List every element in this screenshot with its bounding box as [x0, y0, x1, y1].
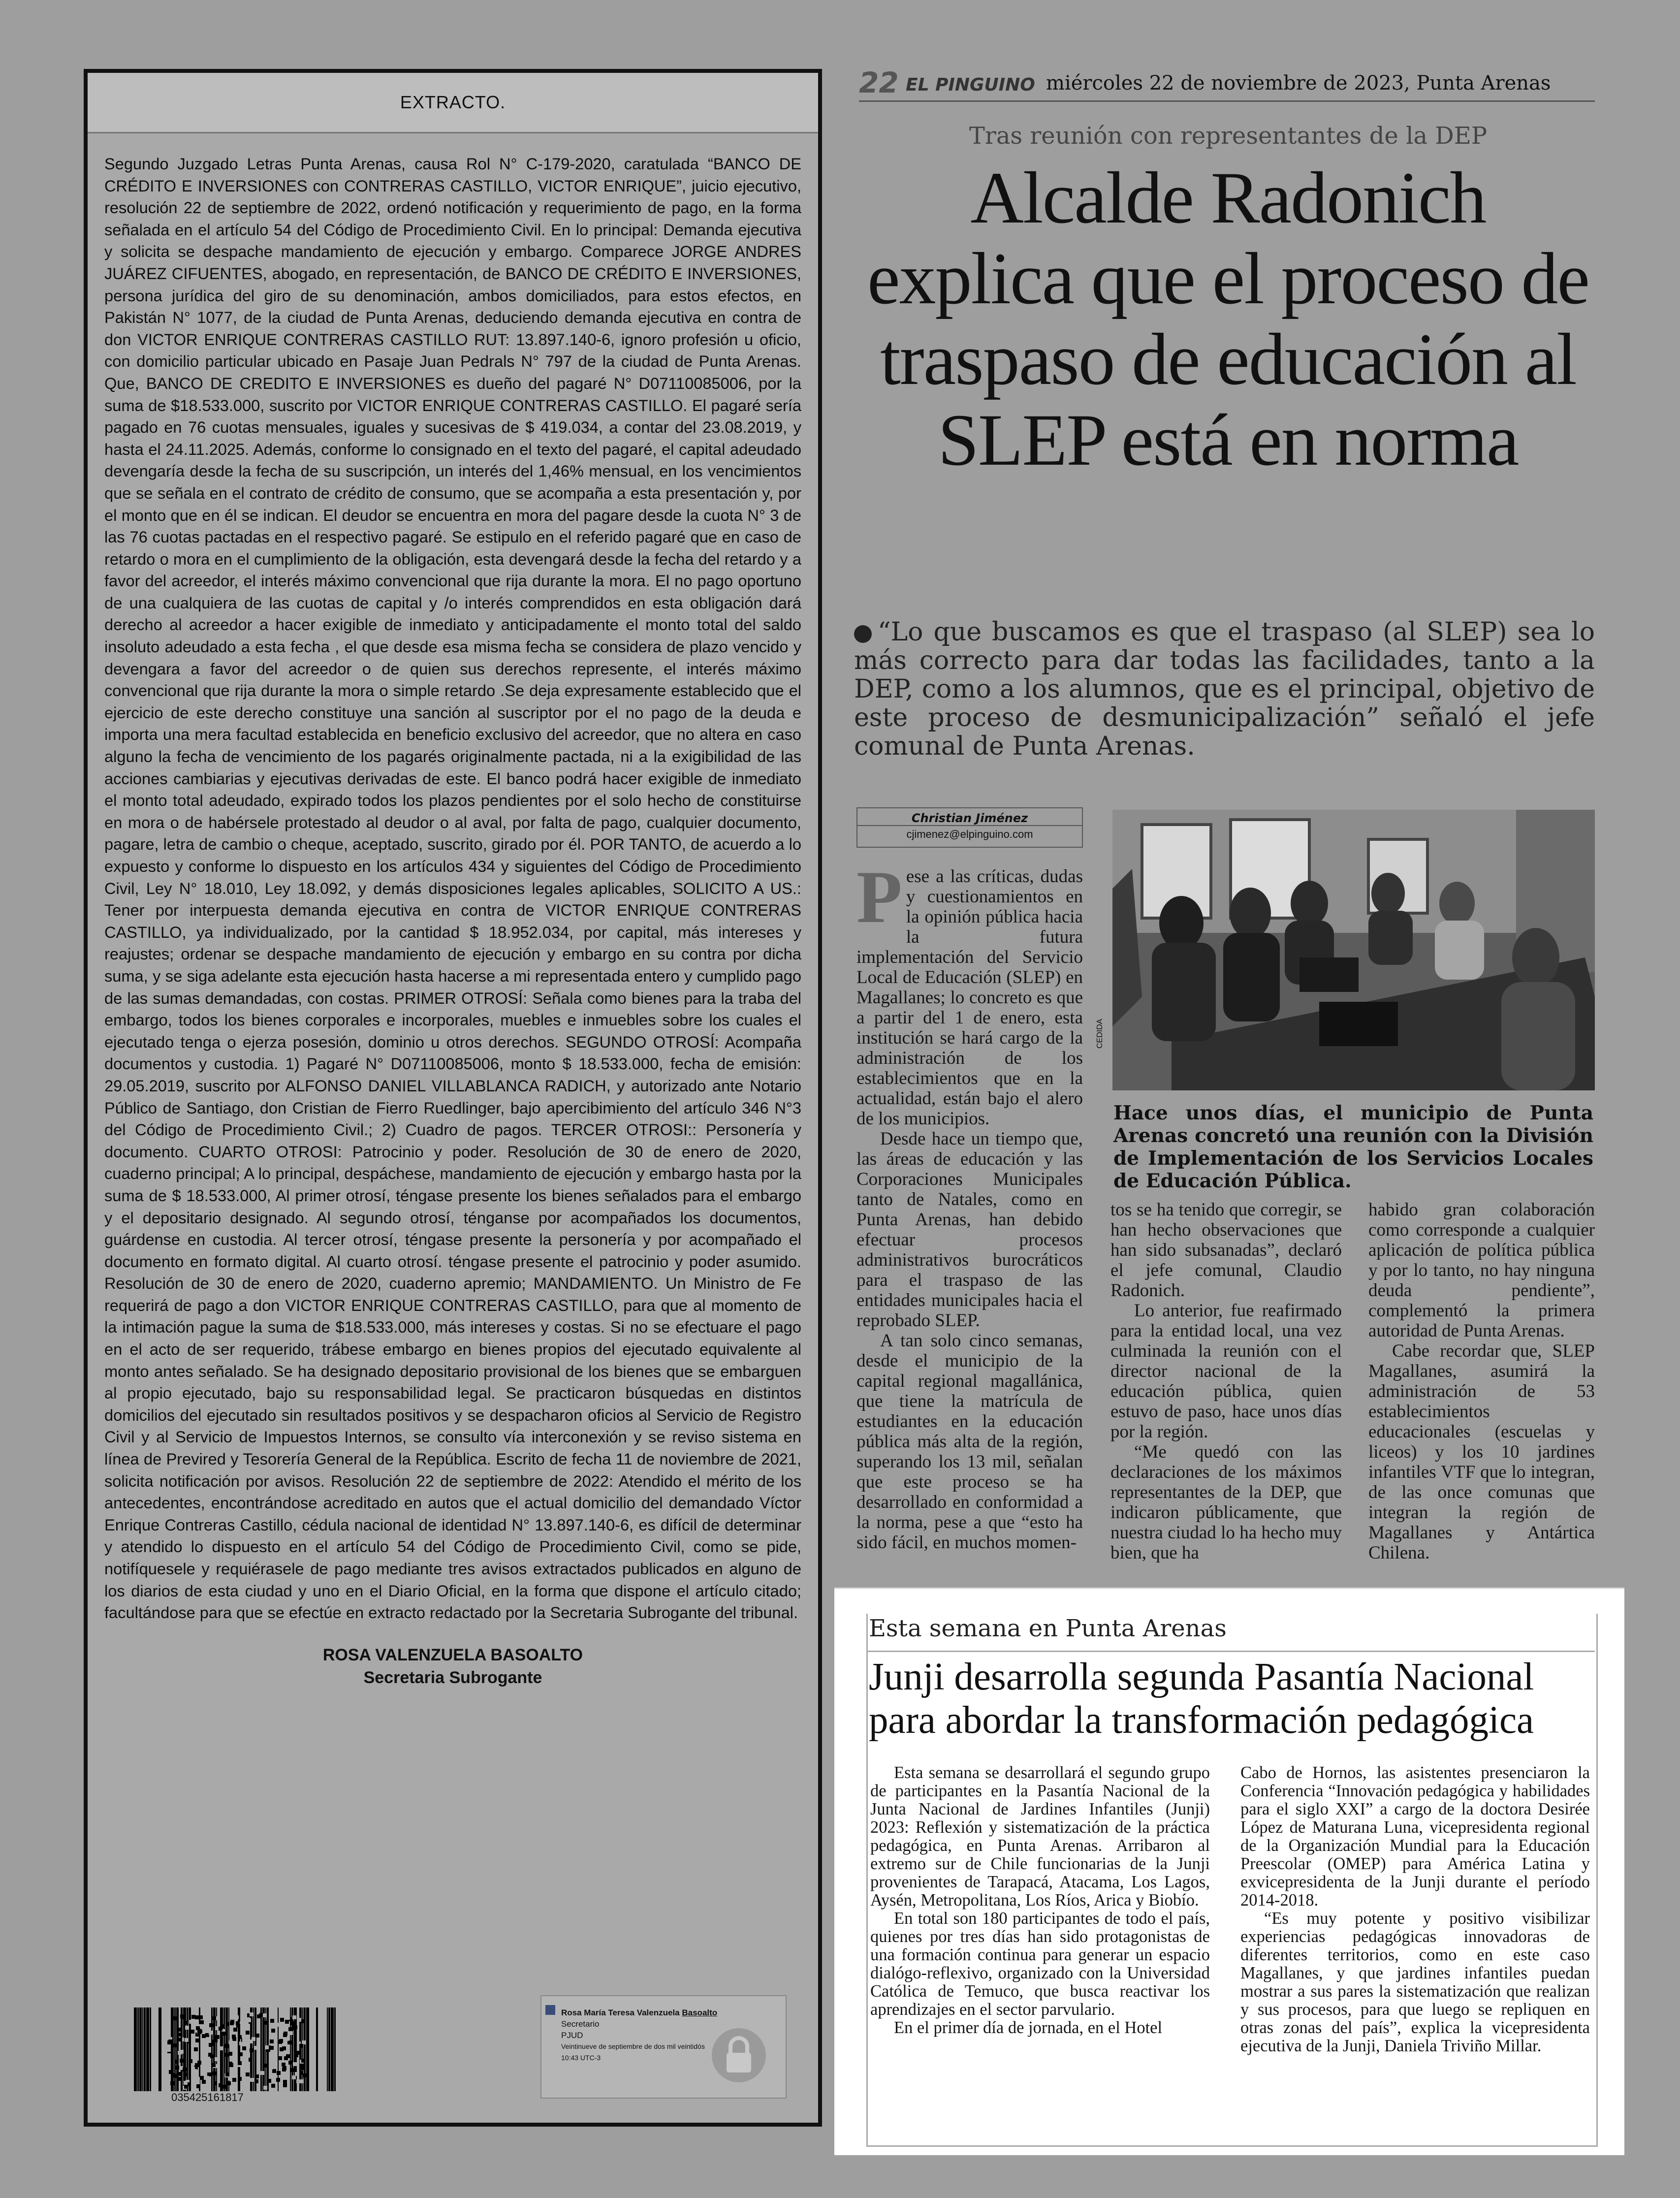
legal-body: Segundo Juzgado Letras Punta Arenas, causa Rol N° C-179-2020, caratulada “BANCO DE CRÉDITO E INVERSIONES con CONTRERAS CASTILLO, VICTOR ENRIQUE”, juicio ejecutivo, resolución 22 de septiembre de 2022, ordenó notificación y requerimiento de pago, en la forma señalada en el artículo 54 del Código de Procedimiento Civil. En lo principal: Demanda ejecutiva y solicita se despache mandamiento de ejecución y embargo. Comparece JORGE ANDRES JUÁREZ CIFUENTES, abogado, en representación, de BANCO DE CRÉDITO E INVERSIONES, persona jurídica del giro de su denominación, ambos domiciliados, para estos efectos, en Pakistán N° 1077, de la ciudad de Punta Arenas, deduciendo demanda ejecutiva en contra de don VICTOR ENRIQUE CONTRERAS CASTILLO RUT: 13.897.140-6, ignoro profesión u oficio, con domicilio particular ubicado en Pasaje Juan Pedrals N° 797 de la ciudad de Punta Arenas. Que, BANCO DE CREDITO E INVERSIONES es dueño del pagaré N° D07110085006, por la suma de $18.533.000, suscrito por VICTOR ENRIQUE CONTRERAS CASTILLO. El pagaré sería pagado en 76 cuotas mensuales, iguales y sucesivas de $ 419.034, a contar del 23.08.2019, y hasta el 24.11.2025. Además, conforme lo consignado en el texto del pagaré, el capital adeudado devengaría desde la fecha de su suscripción, un interés del 1,46% mensual, en los vencimientos que se señala en el contrato de crédito de consumo, que se acompaña a esta presentación y, por el monto que en él se indican. El deudor se encuentra en mora del pagare desde la cuota N° 3 de las 76 cuotas pactadas en el respectivo pagaré. Se estipulo en el referido pagaré que en caso de retardo o mora en el cumplimiento de la obligación, esta devengará desde la fecha del retardo y a favor del acreedor, el interés máximo convencional que rija durante la mora. El no pago oportuno de una cualquiera de las cuotas de capital y /o interés comprendidos en esta obligación dará derecho al acreedor a hacer exigible de inmediato y anticipadamente el monto total del saldo insoluto adeudado a esta fecha , el que desde esa misma fecha se considera de plazo vencido y devengara a favor del acreedor o de quien sus derechos represente, el interés máximo convencional que rija durante la mora o simple retardo .Se deja expresamente establecido que el ejercicio de este derecho constituye una sanción al suscriptor por el no pago de la deuda e importa una mera facultad establecida en beneficio exclusivo del acreedor, que no altera en caso alguno la fecha de vencimiento de los pagarés originalmente pactada, ni a la exigibilidad de las acciones cambiarias y ejecutivas derivadas de este. El banco podrá hacer exigible de inmediato el monto total adeudado, expirado todos los plazos pendientes por el solo hecho de constituirse en mora o de habérsele protestado al deudor o al aval, por falta de pago, cualquier documento, pagare, letra de cambio o cheque, aceptado, suscrito, girado por él. POR TANTO, de acuerdo a lo expuesto y conforme lo dispuesto en los artículos 434 y siguientes del Código de Procedimiento Civil, Ley N° 18.010, Ley 18.092, y demás disposiciones legales aplicables, SOLICITO A US.: Tener por interpuesta demanda ejecutiva en contra de VICTOR ENRIQUE CONTRERAS CASTILLO, ya individualizado, por la cantidad $ 18.952.034, por capital, más intereses y reajustes; ordenar se despache mandamiento de ejecución y embargo en su contra por dicha suma, y se siga adelante esta ejecución hasta hacerse a mi representada entero y cumplido pago de las sumas demandadas, con costas. PRIMER OTROSÍ: Señala como bienes para la traba del embargo, todos los bienes corporales e incorporales, muebles e inmuebles sobre los cuales el ejecutado tenga o ejerza posesión, dominio u otros derechos. SEGUNDO OTROSÍ: Acompaña documentos y custodia. 1) Pagaré N° D07110085006, monto $ 18.533.000, fecha de emisión: 29.05.2019, suscrito por ALFONSO DANIEL VILLABLANCA RADICH, y autorizado ante Notario Público de Santiago, don Cristian de Fierro Ruedlinger, bajo apercibimiento del artículo 346 N°3 del Código de Procedimiento Civil.; 2) Cuadro de pagos. TERCER OTROSI:: Personería y documento. CUARTO OTROSI: Patrocinio y poder. Resolución de 30 de enero de 2020, cuaderno principal; A lo principal, despáchese, mandamiento de ejecución y embargo hasta por la suma de $ 18.533.000, Al primer otrosí, téngase presente los bienes señalados para el embargo y el depositario designado. Al segundo otrosí, ténganse por acompañados los documentos, guárdense en custodia. Al tercer otrosí, téngase presente la personería y por acompañado el documento en formato digital. Al cuarto otrosí. téngase presente el patrocinio y poder asumido. Resolución de 30 de enero de 2020, cuaderno apremio; MANDAMIENTO. Un Ministro de Fe requerirá de pago a don VICTOR ENRIQUE CONTRERAS CASTILLO, para que al momento de la intimación pague la suma de $18.533.000, más intereses y costas. Si no se efectuare el pago en el acto de ser requerido, trábese embargo en bienes propios del ejecutado equivalente al monto antes señalado. Se ha designado depositario provisional de los bienes que se embarguen al propio ejecutado, bajo su responsabilidad legal. Se practicaron búsquedas en distintos domicilios del ejecutado sin resultados positivos y se despacharon oficios al Servicio de Registro Civil y al Servicio de Impuestos Internos, se consulto vía interconexión y se reviso sistema en línea de Previred y Tesorería General de la República. Escrito de fecha 11 de noviembre de 2021, solicita notificación por avisos. Resolución 22 de septiembre de 2022: Atendido el mérito de los antecedentes, encontrándose acreditado en autos que el actual domicilio del demandado Víctor Enrique Contreras Castillo, cédula nacional de identidad N° 13.897.140-6, es difícil de determinar y atendido lo dispuesto en el artículo 54 del Código de Procedimiento Civil, como se pide, notifíquesele y requiérasele de pago mediante tres avisos extractados publicados en alguno de los diarios de esta ciudad y uno en el Diario Oficial, en la forma que dispone el artículo citado; facultándose para que se efectúe en extracto redactado por la Secretaria Subrogante del tribunal. — [104, 155, 801, 1622]
box-kicker: Esta semana en Punta Arenas — [869, 1615, 1227, 1642]
box-column-1 — [870, 1764, 1210, 2037]
box-paragraph: Esta semana se desarrollará el segundo grupo de participantes en la Pasantía Nacional de la Junta Nacional de Jardines Infantiles (Junji) 2023: Reflexión y sistematización de la práctica pedagógica, en Punta Arenas. Arribaron al extremo sur de Chile funcionarias de la Junji provenientes de Tarapacá, Atacama, Los Lagos, Aysén, Metropolitana, Los Ríos, Arica y Biobío. — [870, 1763, 1210, 1910]
article-paragraph: Desde hace un tiempo que, las áreas de educación y las Corporaciones Municipales tanto de Natales, como en Punta Arenas, han debido efectuar procesos administrativos burocráticos para el traspaso de las entidades municipales hacia el reprobado SLEP. — [856, 1129, 1083, 1331]
box-paragraph: En total son 180 participantes de todo el país, quienes por tres días han sido protagonistas de una formación continua para generar un espacio dialógo-reflexivo, organizado con la Universidad Católica de Temuco, que busca reactivar los aprendizajes en el sector parvulario. — [870, 1909, 1210, 2019]
article-paragraph: “Me quedó con las declaraciones de los máximos representantes de la DEP, que indicaron públicamente, que nuestra ciudad lo ha hecho muy bien, que ha — [1110, 1442, 1342, 1563]
box-column-2 — [1240, 1764, 1590, 2055]
esign-time: 10:43 UTC-3 — [561, 2054, 601, 2062]
page-header — [859, 65, 1595, 102]
esign-name: Rosa María Teresa Valenzuela Basoalto — [561, 2008, 718, 2017]
junji-box — [834, 1588, 1624, 2155]
signer-name: ROSA VALENZUELA BASOALTO — [322, 1645, 583, 1664]
article-paragraph: tos se ha tenido que corregir, se han hecho observaciones que han sido subsanadas”, declaró el jefe comunal, Claudio Radonich. — [1110, 1200, 1342, 1301]
box-paragraph: En el primer día de jornada, en el Hotel — [894, 2018, 1163, 2037]
esign-role: Secretario — [561, 2019, 600, 2029]
photo-caption: Hace unos días, el municipio de Punta Arenas concretó una reunión con la División de Implementación de los Servicios Locales de Educación Pública. — [1113, 1102, 1593, 1192]
electronic-signature — [540, 1995, 787, 2099]
box-paragraph: “Es muy potente y positivo visibilizar experiencias pedagógicas innovadoras de diferentes territorios, como en este caso Magallanes, y que jardines infantiles puedan mostrar a sus pares la sistematización que realizan y sus procesos, para que luego se repliquen en otras zonas del país”, explica la vicepresidenta ejecutiva de la Junji, Daniela Triviño Millar. — [1240, 1909, 1590, 2055]
article-lead: “Lo que buscamos es que el traspaso (al SLEP) sea lo más correcto para dar todas las facilidades, tanto a la DEP, como a los alumnos, que es el principal, objetivo de este proceso de desmunicipalización” señaló el jefe comunal de Punta Arenas. — [854, 617, 1595, 761]
page-date: miércoles 22 de noviembre de 2023, Punta Arenas — [1046, 72, 1551, 95]
article-column-3 — [1368, 1200, 1595, 1563]
photo-credit: CEDIDA — [1096, 1019, 1104, 1049]
lock-icon — [712, 2026, 766, 2085]
article-column-2 — [1110, 1200, 1342, 1563]
legal-notice — [84, 69, 822, 2127]
legal-heading: EXTRACTO. — [88, 73, 818, 133]
article-paragraph: Lo anterior, fue reafirmado para la entidad local, una vez culminada la reunión con el director nacional de la educación pública, quien estuvo de paso, hace unos días por la región. — [1110, 1301, 1342, 1442]
esign-date: Veintinueve de septiembre de dos mil veintidós — [561, 2042, 705, 2050]
barcode-icon — [132, 2007, 339, 2091]
author-email: cjimenez@elpinguino.com — [906, 828, 1033, 840]
article-paragraph: Cabe recordar que, SLEP Magallanes, asumirá la administración de 53 establecimientos educacionales (escuelas y liceos) y los 10 jardines infantiles VTF que lo integran, de las once comunas que integran la región de Magallanes y Antártica Chilena. — [1368, 1341, 1595, 1563]
article-kicker: Tras reunión con representantes de la DEP — [969, 122, 1488, 150]
article-column-1 — [856, 856, 1083, 1553]
signer-title: Secretaria Subrogante — [363, 1668, 542, 1687]
barcode-number: 035425161817 — [171, 2091, 244, 2103]
byline — [856, 807, 1083, 848]
article-paragraph: habido gran colaboración como corresponde a cualquier aplicación de política pública y por lo tanto, no hay ninguna deuda pendiente”, complementó la primera autoridad de Punta Arenas. — [1368, 1200, 1595, 1341]
newspaper-name: EL PINGUINO — [906, 75, 1035, 95]
drop-cap: P — [856, 856, 902, 938]
box-paragraph: Cabo de Hornos, las asistentes presenciaron la Conferencia “Innovación pedagógica y habilidades para el siglo XXI” a cargo de la doctora Desirée López de Maturana Luna, vicepresidenta regional de la Organización Mundial para la Educación Preescolar (OMEP) para América Latina y exvicepresidenta de la Junji durante el período 2014-2018. — [1240, 1763, 1590, 1910]
box-title: Junji desarrolla segunda Pasantía Nacional para abordar la transformación pedagógica — [869, 1656, 1534, 1742]
page-number: 22 — [859, 66, 899, 99]
article-paragraph: A tan solo cinco semanas, desde el municipio de la capital regional magallánica, que tiene la matrícula de estudiantes en la educación pública más alta de la región, superando los 13 mil, señalan que este proceso se ha desarrollado en conformidad a la norma, pese a que “esto ha sido fácil, en muchos momen- — [856, 1331, 1083, 1553]
article-paragraph: ese a las críticas, dudas y cuestionamientos en la opinión pública hacia la futura implementación del Servicio Local de Educación (SLEP) en Magallanes; lo concreto es que a partir del 1 de enero, esta institución se hará cargo de la administración de los establecimientos que en la actualidad, están bajo el alero de los municipios. — [856, 866, 1083, 1129]
seal-icon — [545, 2005, 555, 2015]
bullet-icon — [854, 625, 872, 643]
author-name: Christian Jiménez — [857, 808, 1082, 826]
meeting-photo — [1112, 810, 1595, 1090]
article-headline: Alcalde Radonich explica que el proceso de traspaso de educación al SLEP está en norma — [867, 157, 1589, 481]
esign-org: PJUD — [561, 2031, 583, 2040]
